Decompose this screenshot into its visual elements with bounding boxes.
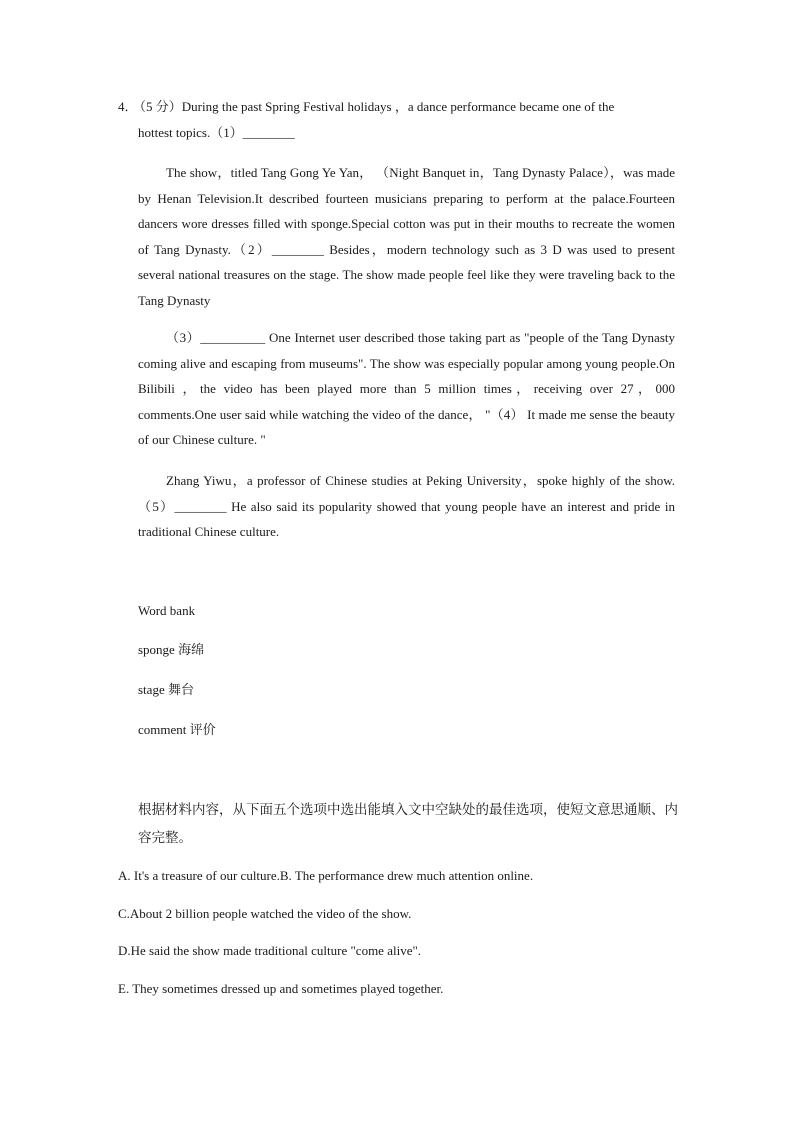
option-c: C.About 2 billion people watched the video of the show.: [118, 906, 412, 921]
question-intro-line1: During the past Spring Festival holidays ，a dance performance became one of the: [181, 99, 615, 114]
word-bank-item: stage 舞台: [138, 682, 194, 697]
word-bank-title: Word bank: [138, 603, 196, 618]
option-e: E. They sometimes dressed up and sometimes played together.: [118, 981, 444, 996]
word-bank-item: comment 评价: [138, 722, 216, 737]
instruction-text: 根据材料内容，从下面五个选项中选出能填入文中空缺处的最佳选项，使短文意思通顺、内容完整。: [138, 802, 678, 846]
question-header: [118, 94, 678, 146]
passage-paragraph-1: The show，titled Tang Gong Ye Yan， （Night Banquet in，Tang Dynasty Palace），was made by Henan Television.It described fourteen musicians preparing to perform at the palace.Fourteen dancers wore dresses filled with sponge.Special cotton was put in their mouths to recreate the women of Tang Dynasty.（2）________ Besides，modern technology such as 3 D was used to present several national treasures on the stage. The show made people feel like they were traveling back to the Tang Dynasty: [138, 165, 675, 308]
question-number: 4．: [118, 99, 138, 114]
question-score: （5 分）: [139, 99, 182, 114]
question-intro-line2: hottest topics.（1）________: [138, 125, 295, 140]
option-a-b: A. It's a treasure of our culture.B. The performance drew much attention online.: [118, 868, 534, 883]
passage-paragraph-3: Zhang Yiwu，a professor of Chinese studies at Peking University，spoke highly of the show.（5）________ He also said its popularity showed that young people have an interest and pride in traditional Chinese culture.: [138, 473, 675, 539]
option-d: D.He said the show made traditional culture "come alive".: [118, 943, 422, 958]
word-bank-item: sponge 海绵: [138, 642, 205, 657]
passage-paragraph-2: （3）__________ One Internet user described those taking part as "people of the Tang Dynasty coming alive and escaping from museums". The show was especially popular among young people.On Bilibili ，the video has been played more than 5 million times，receiving over 27，000 comments.One user said while watching the video of the dance， "（4） It made me sense the beauty of our Chinese culture. ": [138, 330, 675, 447]
